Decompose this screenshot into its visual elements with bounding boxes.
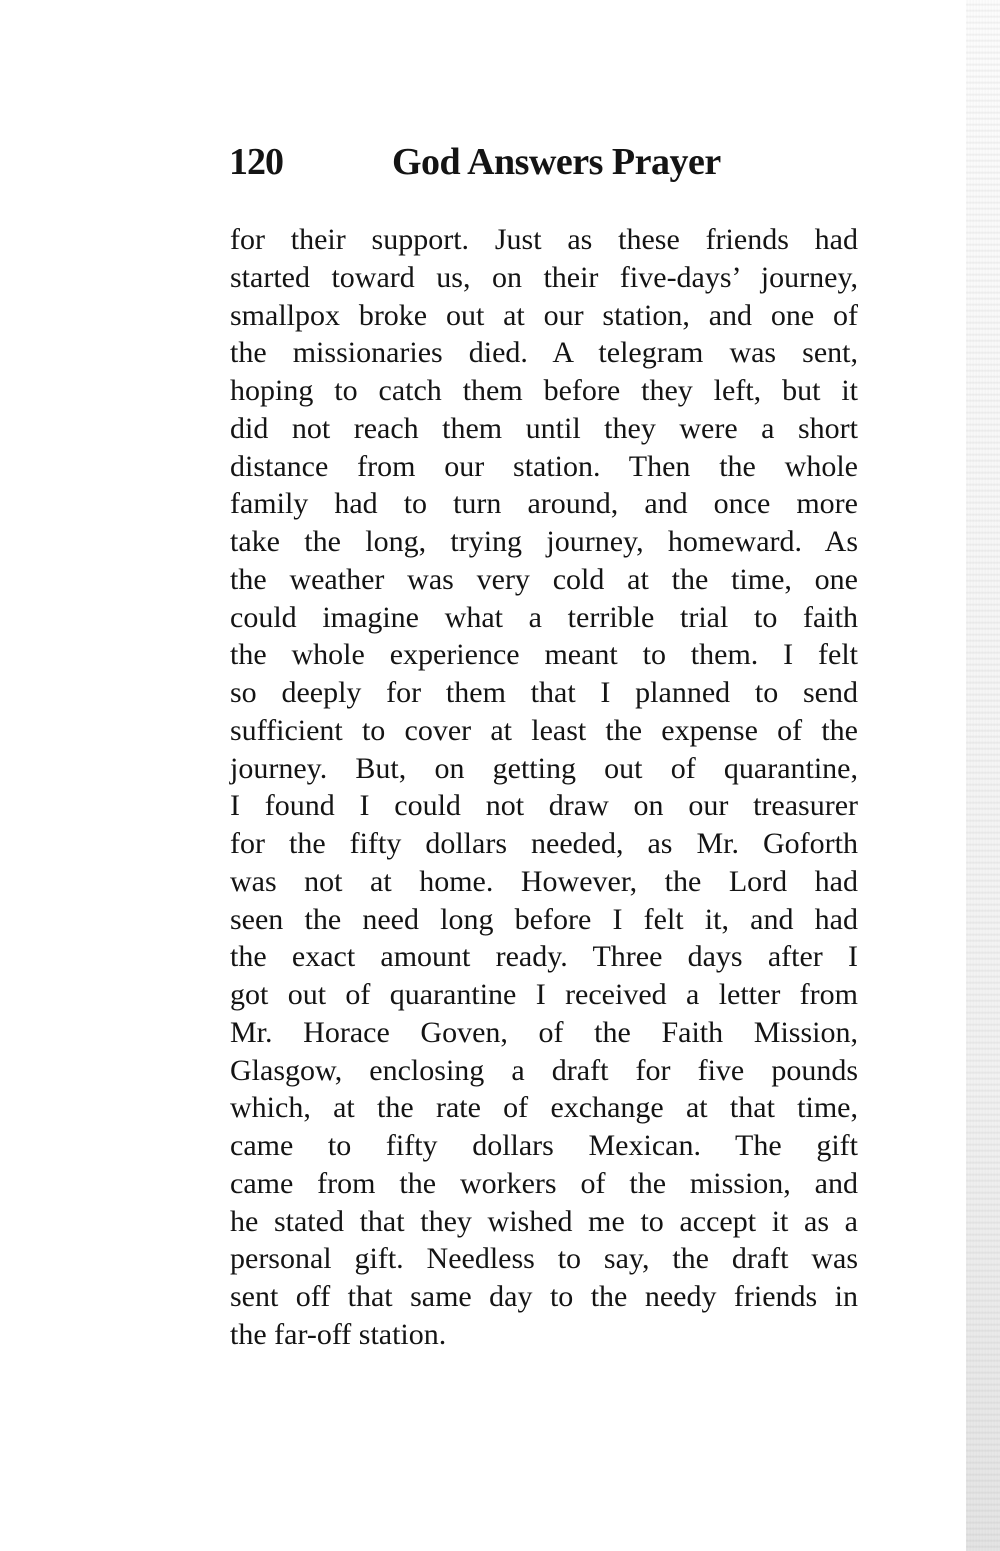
text-line: personal gift. Needless to say, the draft was — [230, 1242, 858, 1276]
body-text — [230, 221, 858, 1354]
text-line: the whole experience meant to them. I felt — [230, 638, 858, 672]
text-line: did not reach them until they were a short — [230, 411, 858, 445]
text-line: smallpox broke out at our station, and one of — [230, 298, 858, 332]
page-edge-shadow — [966, 0, 1000, 1551]
text-line: distance from our station. Then the whole — [230, 449, 858, 483]
text-line: the far-off station. — [230, 1317, 447, 1351]
text-line: so deeply for them that I planned to send — [230, 676, 858, 709]
text-line: the missionaries died. A telegram was sent, — [230, 336, 858, 370]
text-line: Mr. Horace Goven, of the Faith Mission, — [230, 1015, 858, 1049]
text-line: the exact amount ready. Three days after I — [230, 940, 858, 974]
text-line: sufficient to cover at least the expense of the — [230, 713, 858, 747]
running-head — [229, 140, 869, 190]
book-title: God Answers Prayer — [392, 141, 721, 183]
text-line: hoping to catch them before they left, but it — [230, 374, 858, 407]
text-line: the weather was very cold at the time, one — [230, 562, 858, 596]
text-line: seen the need long before I felt it, and had — [230, 902, 858, 936]
text-line: he stated that they wished me to accept it as a — [230, 1204, 858, 1238]
text-line: sent off that same day to the needy friends in — [230, 1280, 858, 1313]
text-line: I found I could not draw on our treasurer — [230, 789, 858, 823]
text-line: started toward us, on their five-days’ journey, — [230, 260, 858, 294]
text-line: take the long, trying journey, homeward. As — [230, 525, 858, 558]
text-line: which, at the rate of exchange at that time, — [230, 1091, 858, 1125]
text-line: was not at home. However, the Lord had — [230, 864, 858, 898]
text-line: Glasgow, enclosing a draft for five pounds — [230, 1053, 858, 1087]
text-line: came from the workers of the mission, and — [230, 1166, 858, 1200]
text-line: could imagine what a terrible trial to faith — [230, 600, 858, 634]
text-line: got out of quarantine I received a letter from — [230, 978, 858, 1011]
text-line: journey. But, on getting out of quarantine, — [230, 751, 858, 785]
page-number: 120 — [229, 141, 283, 183]
text-line: came to fifty dollars Mexican. The gift — [230, 1129, 858, 1162]
text-line: family had to turn around, and once more — [230, 487, 858, 521]
text-line: for the fifty dollars needed, as Mr. Goforth — [230, 827, 858, 860]
text-line: for their support. Just as these friends had — [230, 223, 858, 256]
